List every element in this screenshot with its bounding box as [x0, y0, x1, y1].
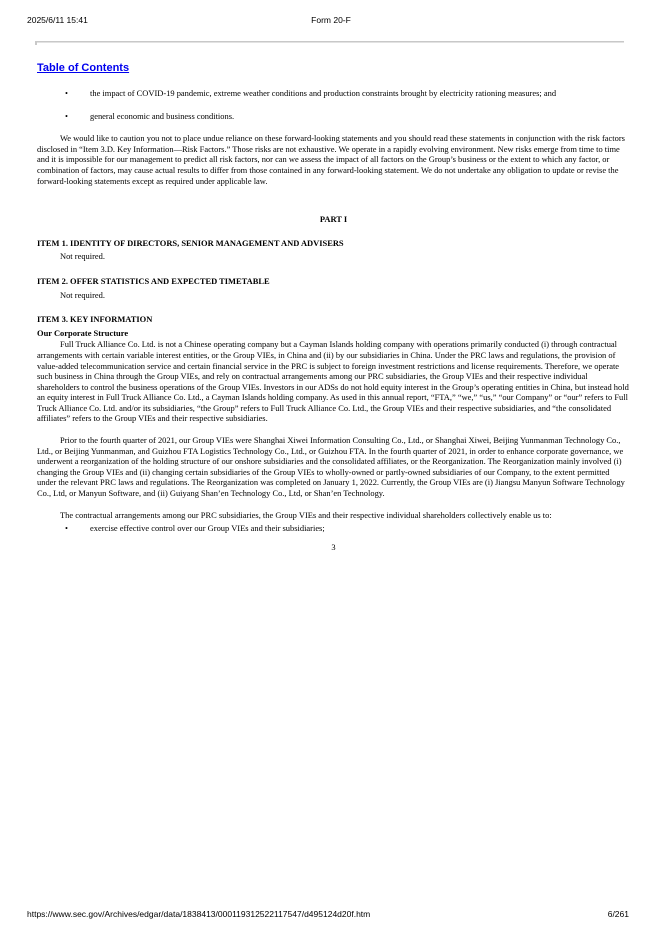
corporate-structure-paragraph-3: The contractual arrangements among our PRC subsidiaries, the Group VIEs and their respective individual shareholders collectively enable us to: [60, 509, 552, 520]
print-page-count: 6/261 [607, 909, 629, 919]
corporate-structure-paragraph-1: Full Truck Alliance Co. Ltd. is not a Chinese operating company but a Cayman Islands holding company with operations primarily conducted (i) through contractual arrangements with certain variable interest entities, or the Group VIEs, in China and (ii) by our subsidiaries in China. Under the PRC laws and regulations, the provision of value-added telecommunication service and certain financial service in the PRC is subject to foreign investment restrictions and license requirements. Therefore, we operate such business in China through the Group VIEs, and rely on contractual arrangements among our PRC subsidiaries, the Group VIEs and their respective individual shareholders to control the business operations of the Group VIEs. Investors in our ADSs do not hold equity interest in the Group’s operating entities in China, but instead hold an equity interest in Full Truck Alliance Co. Ltd., a Cayman Islands holding company. As used in this annual report, “FTA,” “we,” “us,” “our Company” or “our” refers to Full Truck Alliance Co. Ltd. and/or its subsidiaries, “the Group” refers to Full Truck Alliance Co. Ltd., the Group VIEs and their respective subsidiaries, and “the consolidated affiliates” refers to the Group VIEs and their respective subsidiaries. [37, 339, 629, 424]
list-item [37, 523, 630, 534]
bullet-text: exercise effective control over our Group VIEs and their subsidiaries; [90, 523, 325, 534]
item1-text: Not required. [60, 251, 105, 262]
item1-heading: ITEM 1. IDENTITY OF DIRECTORS, SENIOR MANAGEMENT AND ADVISERS [37, 237, 344, 248]
bullet-text: the impact of COVID-19 pandemic, extreme weather conditions and production constraints brought by electricity rationing measures; and [90, 88, 557, 98]
page-number: 3 [331, 541, 336, 552]
table-of-contents-link[interactable]: Table of Contents [37, 62, 130, 74]
part-heading: PART I [319, 214, 348, 225]
list-item [37, 88, 630, 99]
bullet-marker: • [65, 110, 68, 121]
item2-heading: ITEM 2. OFFER STATISTICS AND EXPECTED TIMETABLE [37, 275, 270, 286]
print-page-title: Form 20-F [311, 15, 351, 25]
list-item [37, 111, 630, 122]
document-body [37, 88, 630, 552]
bullet-marker: • [65, 523, 68, 534]
bullet-text: general economic and business conditions. [90, 110, 235, 121]
caution-paragraph: We would like to caution you not to place undue reliance on these forward-looking statements and you should read these statements in conjunction with the risk factors disclosed in “Item 3.D. Key Information—Risk Factors.” Those risks are not exhaustive. We operate in a rapidly evolving environment. New risks emerge from time to time and it is impossible for our management to predict all risk factors, nor can we assess the impact of all factors on the Group’s business or the extent to which any factor, or combination of factors, may cause actual results to differ from those contained in any forward-looking statement. We do not undertake any obligation to update or revise the forward-looking statements except as required under applicable law. [37, 133, 625, 186]
item2-text: Not required. [60, 289, 105, 300]
document-top-rule [36, 41, 624, 43]
corporate-structure-paragraph-2: Prior to the fourth quarter of 2021, our Group VIEs were Shanghai Xiwei Information Consulting Co., Ltd., or Shanghai Xiwei, Beijing Yunmanman Technology Co., Ltd., or Beijing Yunmanman, and Guizhou FTA Logistics Technology Co., Ltd., or Guizhou FTA. In the fourth quarter of 2021, in order to enhance corporate governance, we underwent a reorganization of the holding structure of our onshore subsidiaries and the consolidated affiliates, or the Reorganization. The Reorganization mainly involved (i) changing the Group VIEs and (ii) changing certain subsidiaries of the Group VIEs to wholly-owned or partly-owned subsidiaries of our Company, to the extent permitted under the relevant PRC laws and regulations. The Reorganization was completed on January 1, 2022. Currently, the Group VIEs are (i) Jiangsu Manyun Software Technology Co., Ltd, or Manyun Software, and (ii) Guiyang Shan’en Technology Co., Ltd, or Shan’en Technology. [37, 435, 625, 499]
bullet-marker: • [65, 88, 68, 98]
print-url: https://www.sec.gov/Archives/edgar/data/1838413/000119312522117547/d495124d20f.htm [27, 909, 371, 919]
print-datetime: 2025/6/11 15:41 [27, 15, 88, 25]
corporate-structure-heading: Our Corporate Structure [37, 327, 129, 338]
item3-heading: ITEM 3. KEY INFORMATION [37, 314, 153, 325]
